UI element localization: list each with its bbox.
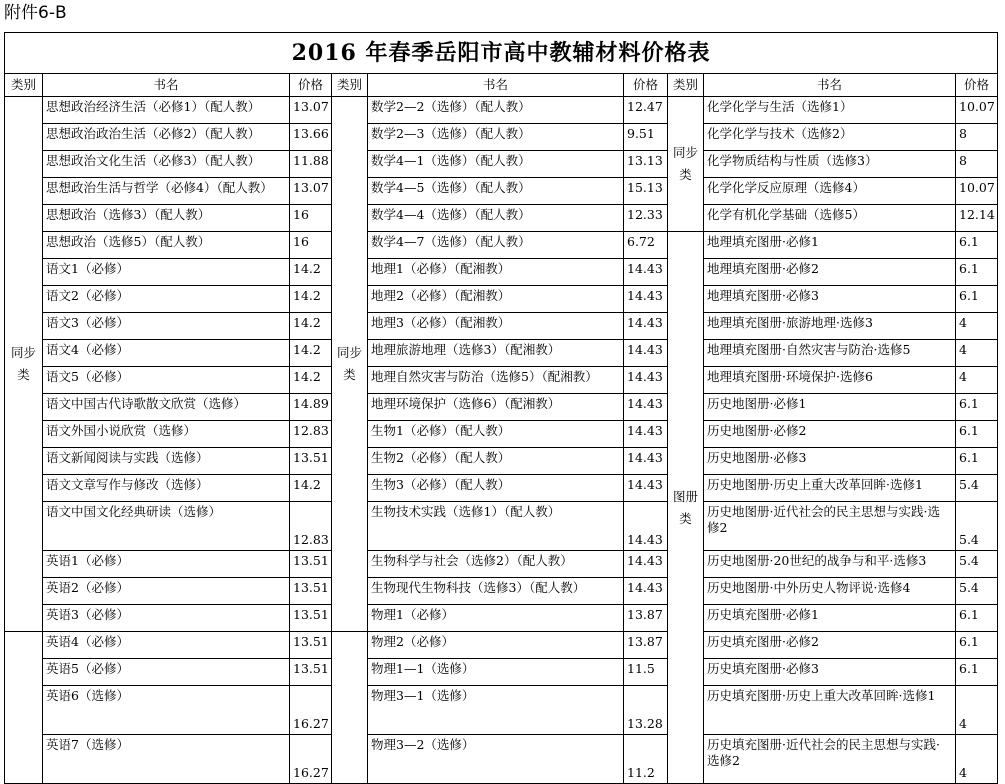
price-cell: 13.07 xyxy=(290,97,332,124)
book-name-cell: 地理填充图册·旅游地理·选修3 xyxy=(704,313,956,340)
price-cell: 6.1 xyxy=(956,286,998,313)
book-name-cell: 语文5（必修） xyxy=(43,367,290,394)
price-cell: 14.43 xyxy=(624,448,668,475)
book-name-cell: 地理填充图册·必修1 xyxy=(704,232,956,259)
book-name-cell: 化学化学与技术（选修2） xyxy=(704,124,956,151)
price-cell: 12.47 xyxy=(624,97,668,124)
table-row xyxy=(5,551,998,578)
price-cell: 11.2 xyxy=(624,735,668,784)
price-cell: 6.1 xyxy=(956,259,998,286)
book-name-cell: 生物技术实践（选修1）（配人教） xyxy=(368,502,624,551)
book-name-cell: 英语7（选修） xyxy=(43,735,290,784)
category-cell-empty xyxy=(332,632,368,784)
attachment-label: 附件6-B xyxy=(4,3,67,23)
book-name-cell: 历史填充图册·近代社会的民主思想与实践·选修2 xyxy=(704,735,956,784)
price-cell: 12.83 xyxy=(290,502,332,551)
book-name-cell: 历史填充图册·必修1 xyxy=(704,605,956,632)
price-cell: 12.33 xyxy=(624,205,668,232)
book-name-cell: 化学化学反应原理（选修4） xyxy=(704,178,956,205)
price-cell: 13.87 xyxy=(624,605,668,632)
table-row xyxy=(5,578,998,605)
price-cell: 6.1 xyxy=(956,394,998,421)
book-name-cell: 历史地图册·20世纪的战争与和平·选修3 xyxy=(704,551,956,578)
price-cell: 14.43 xyxy=(624,340,668,367)
price-table xyxy=(4,32,998,784)
table-row xyxy=(5,605,998,632)
book-name-cell: 语文新闻阅读与实践（选修） xyxy=(43,448,290,475)
price-cell: 5.4 xyxy=(956,475,998,502)
table-row xyxy=(5,502,998,551)
price-cell: 14.2 xyxy=(290,259,332,286)
category-cell: 图册类 xyxy=(668,232,704,784)
book-name-cell: 历史地图册·必修2 xyxy=(704,421,956,448)
book-name-cell: 地理填充图册·必修2 xyxy=(704,259,956,286)
table-row xyxy=(5,394,998,421)
price-cell: 14.2 xyxy=(290,367,332,394)
price-cell: 13.51 xyxy=(290,605,332,632)
price-cell: 13.51 xyxy=(290,659,332,686)
book-name-cell: 生物3（必修）（配人教） xyxy=(368,475,624,502)
price-cell: 11.5 xyxy=(624,659,668,686)
header-category: 类别 xyxy=(668,74,704,97)
price-cell: 15.13 xyxy=(624,178,668,205)
table-row xyxy=(5,205,998,232)
price-cell: 14.43 xyxy=(624,394,668,421)
price-cell: 14.43 xyxy=(624,502,668,551)
price-cell: 14.2 xyxy=(290,286,332,313)
price-cell: 5.4 xyxy=(956,502,998,551)
price-cell: 13.13 xyxy=(624,151,668,178)
book-name-cell: 思想政治生活与哲学（必修4）（配人教） xyxy=(43,178,290,205)
table-row xyxy=(5,178,998,205)
price-cell: 14.43 xyxy=(624,313,668,340)
book-name-cell: 思想政治（选修5）（配人教） xyxy=(43,232,290,259)
price-cell: 4 xyxy=(956,686,998,735)
book-name-cell: 地理3（必修）（配湘教） xyxy=(368,313,624,340)
book-name-cell: 地理环境保护（选修6）（配湘教） xyxy=(368,394,624,421)
header-row xyxy=(5,74,998,97)
book-name-cell: 地理填充图册·自然灾害与防治·选修5 xyxy=(704,340,956,367)
header-book: 书名 xyxy=(704,74,956,97)
book-name-cell: 生物科学与社会（选修2）（配人教） xyxy=(368,551,624,578)
price-cell: 6.1 xyxy=(956,448,998,475)
book-name-cell: 地理2（必修）（配湘教） xyxy=(368,286,624,313)
price-cell: 14.43 xyxy=(624,286,668,313)
category-cell: 同步类 xyxy=(668,97,704,232)
book-name-cell: 英语5（必修） xyxy=(43,659,290,686)
price-cell: 14.2 xyxy=(290,340,332,367)
table-title: 2016 年春季岳阳市高中教辅材料价格表 xyxy=(5,33,998,74)
table-row xyxy=(5,259,998,286)
price-cell: 12.83 xyxy=(290,421,332,448)
price-cell: 10.07 xyxy=(956,97,998,124)
book-name-cell: 数学2—3（选修）（配人教） xyxy=(368,124,624,151)
price-cell: 9.51 xyxy=(624,124,668,151)
price-cell: 13.07 xyxy=(290,178,332,205)
price-cell: 12.14 xyxy=(956,205,998,232)
price-cell: 13.66 xyxy=(290,124,332,151)
price-cell: 13.87 xyxy=(624,632,668,659)
book-name-cell: 思想政治（选修3）（配人教） xyxy=(43,205,290,232)
book-name-cell: 历史地图册·历史上重大改革回眸·选修1 xyxy=(704,475,956,502)
table-row xyxy=(5,313,998,340)
price-cell: 13.51 xyxy=(290,578,332,605)
price-cell: 16 xyxy=(290,205,332,232)
table-row xyxy=(5,735,998,784)
book-name-cell: 英语6（选修） xyxy=(43,686,290,735)
category-cell: 同步类 xyxy=(5,97,43,632)
book-name-cell: 数学4—7（选修）（配人教） xyxy=(368,232,624,259)
header-category: 类别 xyxy=(5,74,43,97)
book-name-cell: 英语3（必修） xyxy=(43,605,290,632)
price-cell: 11.88 xyxy=(290,151,332,178)
book-name-cell: 生物现代生物科技（选修3）（配人教） xyxy=(368,578,624,605)
book-name-cell: 化学化学与生活（选修1） xyxy=(704,97,956,124)
price-cell: 8 xyxy=(956,151,998,178)
header-price: 价格 xyxy=(624,74,668,97)
table-row xyxy=(5,340,998,367)
table-row xyxy=(5,686,998,735)
book-name-cell: 数学4—4（选修）（配人教） xyxy=(368,205,624,232)
price-cell: 6.1 xyxy=(956,232,998,259)
price-cell: 13.51 xyxy=(290,448,332,475)
book-name-cell: 地理1（必修）（配湘教） xyxy=(368,259,624,286)
book-name-cell: 历史填充图册·必修2 xyxy=(704,632,956,659)
price-cell: 14.43 xyxy=(624,259,668,286)
table-row xyxy=(5,151,998,178)
book-name-cell: 语文中国古代诗歌散文欣赏（选修） xyxy=(43,394,290,421)
price-cell: 4 xyxy=(956,313,998,340)
price-cell: 14.2 xyxy=(290,475,332,502)
book-name-cell: 历史地图册·必修3 xyxy=(704,448,956,475)
book-name-cell: 语文中国文化经典研读（选修） xyxy=(43,502,290,551)
category-cell: 同步类 xyxy=(332,97,368,632)
price-cell: 4 xyxy=(956,735,998,784)
book-name-cell: 语文3（必修） xyxy=(43,313,290,340)
price-cell: 14.43 xyxy=(624,367,668,394)
book-name-cell: 化学有机化学基础（选修5） xyxy=(704,205,956,232)
book-name-cell: 历史填充图册·历史上重大改革回眸·选修1 xyxy=(704,686,956,735)
price-cell: 14.2 xyxy=(290,313,332,340)
header-book: 书名 xyxy=(43,74,290,97)
book-name-cell: 物理3—1（选修） xyxy=(368,686,624,735)
price-cell: 5.4 xyxy=(956,551,998,578)
header-price: 价格 xyxy=(956,74,998,97)
book-name-cell: 英语1（必修） xyxy=(43,551,290,578)
book-name-cell: 数学2—2（选修）（配人教） xyxy=(368,97,624,124)
table-row xyxy=(5,286,998,313)
book-name-cell: 生物1（必修）（配人教） xyxy=(368,421,624,448)
book-name-cell: 思想政治政治生活（必修2）（配人教） xyxy=(43,124,290,151)
book-name-cell: 物理3—2（选修） xyxy=(368,735,624,784)
price-cell: 10.07 xyxy=(956,178,998,205)
price-cell: 6.1 xyxy=(956,659,998,686)
book-name-cell: 历史地图册·近代社会的民主思想与实践·选修2 xyxy=(704,502,956,551)
price-cell: 6.1 xyxy=(956,421,998,448)
price-cell: 14.43 xyxy=(624,421,668,448)
price-cell: 14.43 xyxy=(624,578,668,605)
price-cell: 14.43 xyxy=(624,551,668,578)
price-cell: 16.27 xyxy=(290,735,332,784)
book-name-cell: 地理旅游地理（选修3）（配湘教） xyxy=(368,340,624,367)
price-cell: 16 xyxy=(290,232,332,259)
price-cell: 13.51 xyxy=(290,551,332,578)
price-cell: 14.89 xyxy=(290,394,332,421)
book-name-cell: 历史地图册·中外历史人物评说·选修4 xyxy=(704,578,956,605)
table-row xyxy=(5,659,998,686)
price-cell: 13.28 xyxy=(624,686,668,735)
book-name-cell: 思想政治经济生活（必修1）（配人教） xyxy=(43,97,290,124)
table-row xyxy=(5,421,998,448)
book-name-cell: 物理1（必修） xyxy=(368,605,624,632)
book-name-cell: 数学4—5（选修）（配人教） xyxy=(368,178,624,205)
book-name-cell: 英语4（必修） xyxy=(43,632,290,659)
header-book: 书名 xyxy=(368,74,624,97)
price-cell: 6.1 xyxy=(956,632,998,659)
table-row xyxy=(5,97,998,124)
price-cell: 4 xyxy=(956,340,998,367)
header-price: 价格 xyxy=(290,74,332,97)
book-name-cell: 语文1（必修） xyxy=(43,259,290,286)
table-row xyxy=(5,632,998,659)
table-row xyxy=(5,124,998,151)
book-name-cell: 化学物质结构与性质（选修3） xyxy=(704,151,956,178)
book-name-cell: 历史地图册·必修1 xyxy=(704,394,956,421)
book-name-cell: 生物2（必修）（配人教） xyxy=(368,448,624,475)
book-name-cell: 地理自然灾害与防治（选修5）（配湘教） xyxy=(368,367,624,394)
price-cell: 13.51 xyxy=(290,632,332,659)
table-row xyxy=(5,367,998,394)
book-name-cell: 数学4—1（选修）（配人教） xyxy=(368,151,624,178)
book-name-cell: 语文外国小说欣赏（选修） xyxy=(43,421,290,448)
table-row xyxy=(5,475,998,502)
book-name-cell: 思想政治文化生活（必修3）（配人教） xyxy=(43,151,290,178)
book-name-cell: 地理填充图册·必修3 xyxy=(704,286,956,313)
table-row xyxy=(5,232,998,259)
price-cell: 4 xyxy=(956,367,998,394)
price-cell: 16.27 xyxy=(290,686,332,735)
price-cell: 6.1 xyxy=(956,605,998,632)
book-name-cell: 英语2（必修） xyxy=(43,578,290,605)
category-cell-empty xyxy=(5,632,43,784)
book-name-cell: 物理1—1（选修） xyxy=(368,659,624,686)
book-name-cell: 历史填充图册·必修3 xyxy=(704,659,956,686)
price-cell: 8 xyxy=(956,124,998,151)
table-row xyxy=(5,448,998,475)
price-cell: 14.43 xyxy=(624,475,668,502)
book-name-cell: 语文文章写作与修改（选修） xyxy=(43,475,290,502)
book-name-cell: 物理2（必修） xyxy=(368,632,624,659)
book-name-cell: 地理填充图册·环境保护·选修6 xyxy=(704,367,956,394)
header-category: 类别 xyxy=(332,74,368,97)
price-cell: 6.72 xyxy=(624,232,668,259)
book-name-cell: 语文4（必修） xyxy=(43,340,290,367)
price-cell: 5.4 xyxy=(956,578,998,605)
book-name-cell: 语文2（必修） xyxy=(43,286,290,313)
